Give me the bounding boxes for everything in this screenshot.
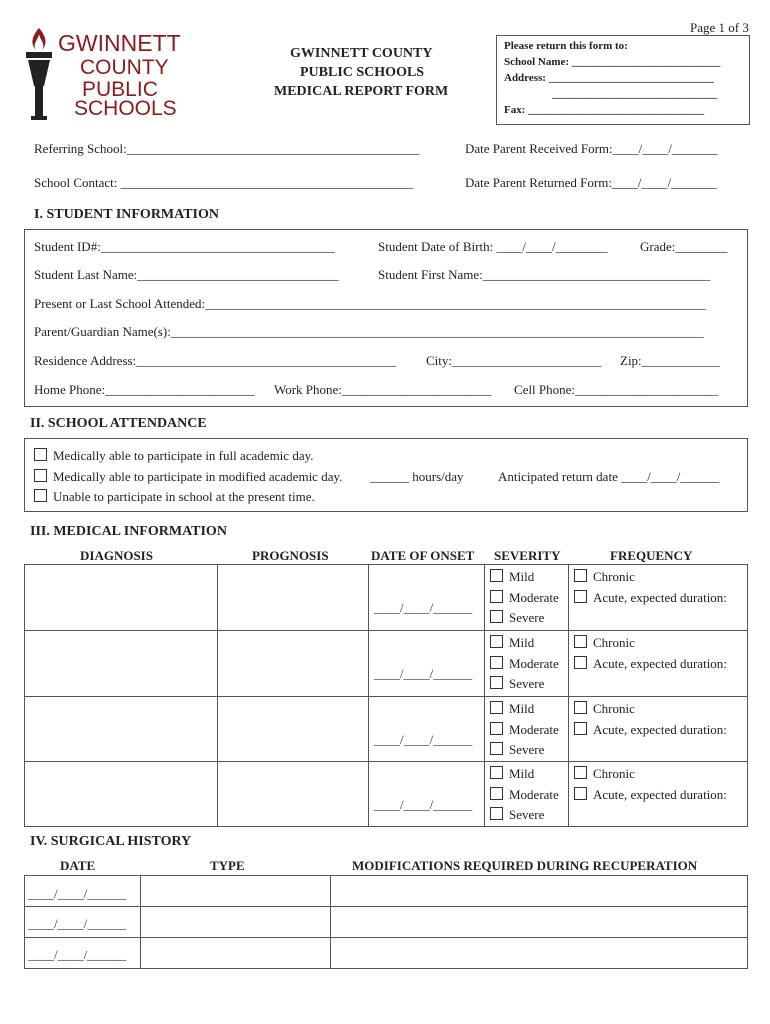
col-prognosis: PROGNOSIS	[252, 548, 329, 563]
logo-line-4: SCHOOLS	[74, 97, 177, 120]
form-title-line-3: MEDICAL REPORT FORM	[274, 84, 449, 99]
return-school-name-field[interactable]: School Name: ___________________________	[504, 56, 721, 68]
return-address-field[interactable]: Address: ______________________________	[504, 72, 714, 84]
return-date-field[interactable]: Anticipated return date ____/____/______	[498, 469, 720, 484]
col-severity: SEVERITY	[494, 548, 561, 563]
date-received-field[interactable]: Date Parent Received Form:____/____/_______	[465, 141, 718, 156]
frequency-acute-1[interactable]	[574, 590, 727, 606]
form-title-line-1: GWINNETT COUNTY	[290, 46, 433, 61]
full-day-checkbox[interactable]	[34, 448, 47, 461]
acute-label: Acute, expected duration:	[593, 656, 727, 671]
acute-checkbox[interactable]	[574, 590, 587, 603]
severity-severe-2[interactable]	[490, 676, 544, 692]
logo-line-1: GWINNETT	[58, 30, 181, 56]
severe-label: Severe	[509, 676, 545, 691]
mild-label: Mild	[509, 569, 535, 584]
col-surgery-date: DATE	[60, 858, 96, 873]
return-intro: Please return this form to:	[504, 40, 628, 52]
modified-day-label: Medically able to participate in modified academic day.	[53, 469, 343, 484]
severe-checkbox[interactable]	[490, 676, 503, 689]
frequency-acute-3[interactable]	[574, 722, 727, 738]
severity-moderate-4[interactable]	[490, 787, 559, 803]
moderate-label: Moderate	[509, 787, 559, 802]
student-id-field[interactable]: Student ID#:____________________________________	[34, 239, 335, 254]
onset-date-2[interactable]: ____/____/______	[374, 666, 473, 681]
chronic-checkbox[interactable]	[574, 766, 587, 779]
col-surgery-type: TYPE	[210, 858, 245, 873]
severity-severe-4[interactable]	[490, 807, 544, 823]
form-title-line-2: PUBLIC SCHOOLS	[300, 65, 425, 80]
unable-checkbox[interactable]	[34, 489, 47, 502]
acute-label: Acute, expected duration:	[593, 590, 727, 605]
hours-per-day-field[interactable]: ______ hours/day	[370, 469, 464, 484]
severe-checkbox[interactable]	[490, 807, 503, 820]
torch-icon	[22, 26, 56, 122]
surgical-heading: IV. SURGICAL HISTORY	[30, 834, 192, 849]
student-dob-field[interactable]: Student Date of Birth: ____/____/________	[378, 239, 608, 254]
severity-moderate-1[interactable]	[490, 590, 559, 606]
mild-checkbox[interactable]	[490, 635, 503, 648]
col-diagnosis: DIAGNOSIS	[80, 548, 153, 563]
severe-label: Severe	[509, 610, 545, 625]
chronic-label: Chronic	[593, 766, 635, 781]
acute-checkbox[interactable]	[574, 656, 587, 669]
acute-checkbox[interactable]	[574, 722, 587, 735]
onset-date-4[interactable]: ____/____/______	[374, 797, 473, 812]
cell-phone-field[interactable]: Cell Phone:______________________	[514, 382, 719, 397]
city-field[interactable]: City:_______________________	[426, 353, 602, 368]
frequency-acute-2[interactable]	[574, 656, 727, 672]
acute-checkbox[interactable]	[574, 787, 587, 800]
frequency-chronic-4[interactable]	[574, 766, 635, 782]
severity-moderate-3[interactable]	[490, 722, 559, 738]
chronic-checkbox[interactable]	[574, 635, 587, 648]
severe-label: Severe	[509, 807, 545, 822]
frequency-acute-4[interactable]	[574, 787, 727, 803]
onset-date-3[interactable]: ____/____/______	[374, 732, 473, 747]
mild-label: Mild	[509, 635, 535, 650]
moderate-checkbox[interactable]	[490, 787, 503, 800]
residence-address-field[interactable]: Residence Address:________________________________________	[34, 353, 397, 368]
student-first-name-field[interactable]: Student First Name:___________________________________	[378, 267, 711, 282]
date-returned-field[interactable]: Date Parent Returned Form:____/____/_______	[465, 175, 717, 190]
grade-field[interactable]: Grade:________	[640, 239, 728, 254]
guardian-name-field[interactable]: Parent/Guardian Name(s):__________________________________________________________________________________	[34, 324, 704, 339]
medical-heading: III. MEDICAL INFORMATION	[30, 524, 227, 539]
return-address-line-2[interactable]: ______________________________	[552, 88, 717, 100]
acute-label: Acute, expected duration:	[593, 787, 727, 802]
student-info-box	[24, 229, 748, 407]
school-contact-field[interactable]: School Contact: _____________________________________________	[34, 175, 414, 190]
student-info-heading: I. STUDENT INFORMATION	[34, 207, 220, 222]
severe-label: Severe	[509, 742, 545, 757]
surgery-date-2[interactable]: ____/____/______	[28, 916, 127, 931]
moderate-label: Moderate	[509, 722, 559, 737]
col-date-of-onset: DATE OF ONSET	[371, 548, 475, 563]
severity-severe-3[interactable]	[490, 742, 544, 758]
page-number: Page 1 of 3	[690, 20, 749, 35]
chronic-label: Chronic	[593, 569, 635, 584]
home-phone-field[interactable]: Home Phone:_______________________	[34, 382, 255, 397]
severity-mild-4[interactable]	[490, 766, 534, 782]
moderate-label: Moderate	[509, 656, 559, 671]
zip-field[interactable]: Zip:____________	[620, 353, 720, 368]
moderate-checkbox[interactable]	[490, 656, 503, 669]
moderate-label: Moderate	[509, 590, 559, 605]
unable-option[interactable]	[34, 489, 315, 505]
col-frequency: FREQUENCY	[610, 548, 693, 563]
surgical-table	[24, 875, 748, 969]
frequency-chronic-2[interactable]	[574, 635, 635, 651]
onset-date-1[interactable]: ____/____/______	[374, 600, 473, 615]
chronic-checkbox[interactable]	[574, 701, 587, 714]
attendance-heading: II. SCHOOL ATTENDANCE	[30, 416, 207, 431]
logo-line-2: COUNTY	[80, 56, 169, 79]
chronic-checkbox[interactable]	[574, 569, 587, 582]
severe-checkbox[interactable]	[490, 742, 503, 755]
severity-mild-2[interactable]	[490, 635, 534, 651]
unable-label: Unable to participate in school at the present time.	[53, 489, 315, 504]
mild-label: Mild	[509, 766, 535, 781]
mild-checkbox[interactable]	[490, 766, 503, 779]
surgery-date-1[interactable]: ____/____/______	[28, 886, 127, 901]
return-fax-field[interactable]: Fax: ________________________________	[504, 104, 705, 116]
full-day-label: Medically able to participate in full academic day.	[53, 448, 314, 463]
frequency-chronic-3[interactable]	[574, 701, 635, 717]
chronic-label: Chronic	[593, 701, 635, 716]
mild-label: Mild	[509, 701, 535, 716]
surgery-date-3[interactable]: ____/____/______	[28, 947, 127, 962]
severe-checkbox[interactable]	[490, 610, 503, 623]
acute-label: Acute, expected duration:	[593, 722, 727, 737]
severity-severe-1[interactable]	[490, 610, 544, 626]
col-modifications: MODIFICATIONS REQUIRED DURING RECUPERATION	[352, 858, 698, 873]
referring-school-field[interactable]: Referring School:_____________________________________________	[34, 141, 420, 156]
severity-moderate-2[interactable]	[490, 656, 559, 672]
moderate-checkbox[interactable]	[490, 722, 503, 735]
severity-mild-3[interactable]	[490, 701, 534, 717]
student-last-name-field[interactable]: Student Last Name:_______________________________	[34, 267, 339, 282]
moderate-checkbox[interactable]	[490, 590, 503, 603]
chronic-label: Chronic	[593, 635, 635, 650]
work-phone-field[interactable]: Work Phone:_______________________	[274, 382, 492, 397]
frequency-chronic-1[interactable]	[574, 569, 635, 585]
modified-day-checkbox[interactable]	[34, 469, 47, 482]
full-day-option[interactable]	[34, 448, 314, 464]
mild-checkbox[interactable]	[490, 569, 503, 582]
severity-mild-1[interactable]	[490, 569, 534, 585]
mild-checkbox[interactable]	[490, 701, 503, 714]
modified-day-option[interactable]	[34, 469, 342, 485]
logo-line-3: PUBLIC	[82, 78, 158, 101]
present-school-field[interactable]: Present or Last School Attended:_____________________________________________________________________________	[34, 296, 706, 311]
